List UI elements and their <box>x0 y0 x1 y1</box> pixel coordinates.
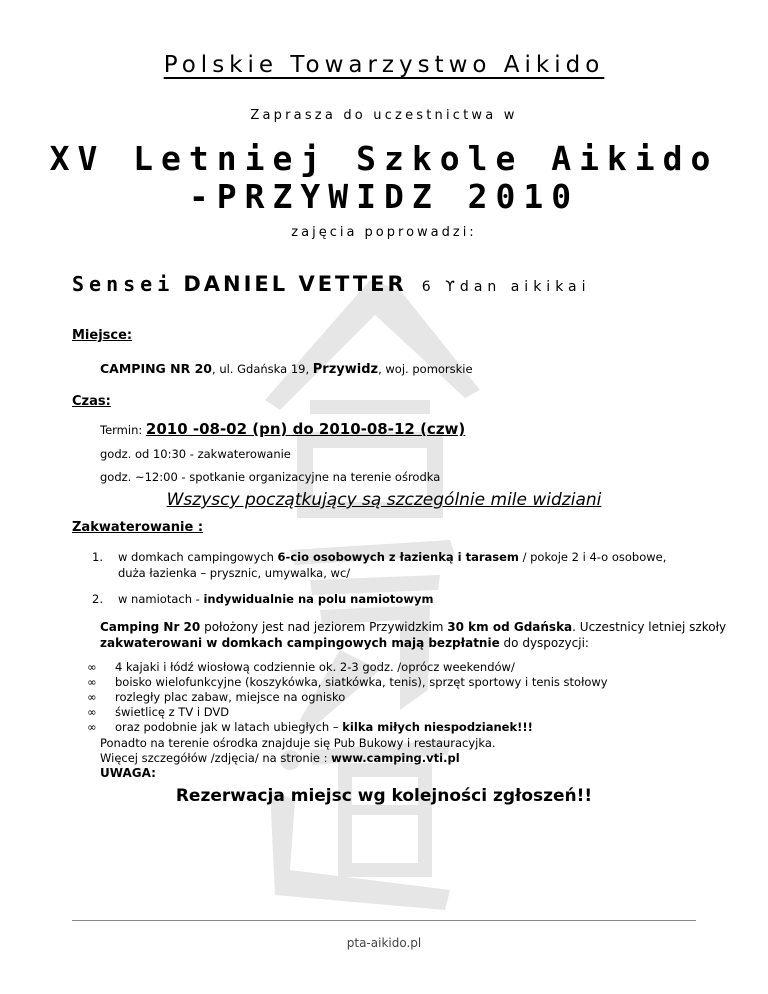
event-title-line1: XV Letniej Szkole Aikido <box>49 139 719 178</box>
list-item: ∞ świetlicę z TV i DVD <box>87 705 230 719</box>
time-line-2: godz. ~12:00 - spotkanie organizacyjne na terenie ośrodka <box>100 470 441 484</box>
infinity-bullet-icon: ∞ <box>87 690 97 704</box>
place-line: CAMPING NR 20, ul. Gdańska 19, Przywidz, woj. pomorskie <box>100 361 473 377</box>
extra-info-2: Więcej szczegółów /zdjęcia/ na stronie : www.camping.vti.pl <box>100 751 460 765</box>
reservation-line: Rezerwacja miejsc wg kolejności zgłoszeń!! <box>175 786 593 806</box>
footer-divider <box>72 920 696 921</box>
welcome-line: Wszyscy początkujący są szczególnie mile widziani <box>166 490 602 510</box>
time-heading: Czas: <box>72 394 111 409</box>
accommodation-num-2: 2. <box>92 592 103 606</box>
extra-info-1: Ponadto na terenie ośrodka znajduje się Pub Bukowy i restauracyjka. <box>100 736 496 750</box>
footer-site: pta-aikido.pl <box>346 936 422 950</box>
list-item: ∞ 4 kajaki i łódź wiosłową codziennie ok. 2-3 godz. /oprócz weekendów/ <box>87 660 515 674</box>
infinity-bullet-icon: ∞ <box>87 705 97 719</box>
note-label: UWAGA: <box>100 766 156 780</box>
instructor-rank: 6 ϒdan aikikai <box>421 279 591 295</box>
infinity-bullet-icon: ∞ <box>87 675 97 689</box>
camping-website-link[interactable]: www.camping.vti.pl <box>331 751 460 765</box>
instructor-line <box>72 272 591 296</box>
accommodation-num-1: 1. <box>92 550 103 564</box>
event-title <box>0 140 768 216</box>
camping-paragraph-1: Camping Nr 20 położony jest nad jeziorem Przywidzkim 30 km od Gdańska. Uczestnicy letniej szkoły <box>100 620 727 634</box>
organization-title: Polskie Towarzystwo Aikido <box>163 52 605 78</box>
instructor-name: DANIEL VETTER <box>183 272 407 296</box>
list-item: ∞ oraz podobnie jak w latach ubiegłych – kilka miłych niespodzianek!!! <box>87 720 533 734</box>
led-by-line: zajęcia poprowadzi: <box>291 225 477 240</box>
accommodation-item-1: w domkach campingowych 6-cio osobowych z łazienką i tarasem / pokoje 2 i 4-o osobowe, <box>118 550 667 564</box>
list-item: ∞ boisko wielofunkcyjne (koszykówka, siatkówka, tenis), sprzęt sportowy i tenis stołowy <box>87 675 608 689</box>
instructor-title: Sensei <box>72 272 175 296</box>
term-line: Termin: 2010 -08-02 (pn) do 2010-08-12 (czw) <box>100 420 466 438</box>
infinity-bullet-icon: ∞ <box>87 660 97 674</box>
time-line-1: godz. od 10:30 - zakwaterowanie <box>100 447 291 461</box>
accommodation-item-1-cont: duża łazienka – prysznic, umywalka, wc/ <box>118 566 351 580</box>
camping-paragraph-2: zakwaterowani w domkach campingowych mają bezpłatnie do dyspozycji: <box>100 636 589 650</box>
accommodation-item-2: w namiotach - indywidualnie na polu namiotowym <box>118 592 434 606</box>
invite-line: Zaprasza do uczestnictwa w <box>250 108 518 123</box>
place-heading: Miejsce: <box>72 328 133 343</box>
accommodation-heading: Zakwaterowanie : <box>72 520 204 535</box>
infinity-bullet-icon: ∞ <box>87 720 97 734</box>
list-item: ∞ rozległy plac zabaw, miejsce na ognisko <box>87 690 346 704</box>
event-title-line2: -PRZYWIDZ 2010 <box>188 177 580 216</box>
